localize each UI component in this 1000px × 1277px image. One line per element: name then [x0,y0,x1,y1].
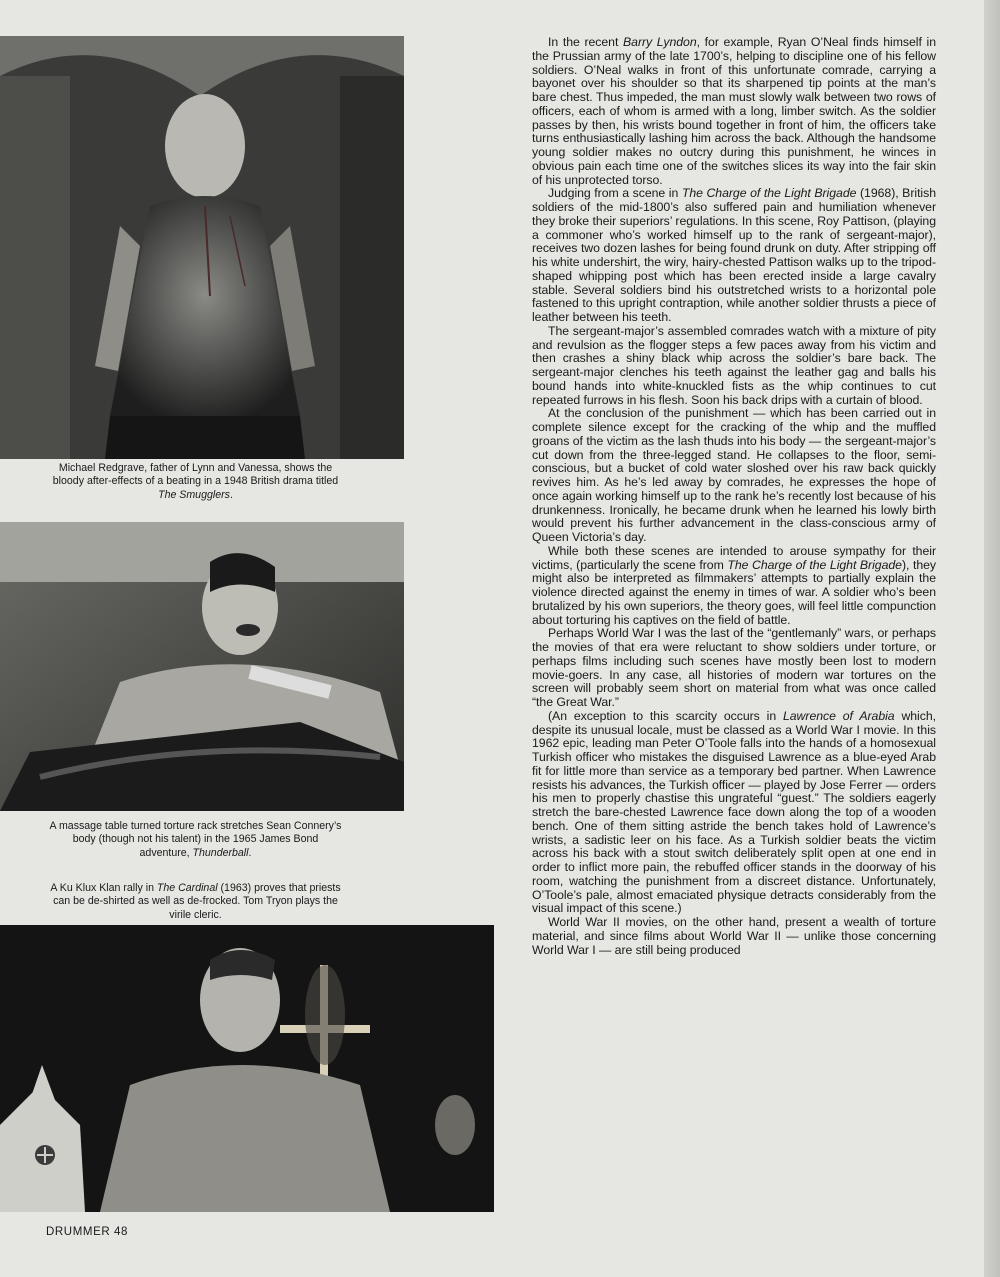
film-title: The Charge of the Light Brigade [681,186,857,201]
paragraph-1: In the recent Barry Lyndon, for example, Ryan O’Neal finds himself in the Prussian army of the late 1700’s, helping to discipline one of his fellow soldiers. O’Neal walks in front of this unfortunate comrade, carrying a bayonet over his shoulder so that its sharpened tip points at the man’s bare chest. Thus impeded, the man must slowly walk between two rows of officers, each of whom is armed with a long, limber switch. As the soldier passes by then, his wrists bound together in front of him, the officers take turns enthusiastically lashing him across the back. Although the handsome young soldier makes no outcry during this punishment, he winces in obvious pain each time one of the switches slices its way into the fair skin of his unprotected torso. [532,35,936,187]
photo-connery [0,522,404,811]
photo-tryon-image [0,925,494,1212]
page-footer: DRUMMER 48 [46,1226,129,1238]
caption-tryon [48,882,343,922]
article-body [532,36,936,957]
caption-text-end: . [248,846,252,859]
paragraph-4: At the conclusion of the punishment — which has been carried out in complete silence except for the cracking of the whip and the muffled groans of the victim as the lash thuds into his body — the sergeant-major’s cut down from the three-legged stand. He collapses to the floor, semi-conscious, but a bucket of cold water sloshed over his raw back quickly revives him. As he’s led away by comrades, he expresses the hope of once again working himself up to the rank he’s recently lost because of his drunkenness. Ironically, he became drunk when he learned his lowly birth would prevent his further advancement in the class-conscious army of Queen Victoria’s day. [532,406,936,544]
photo-redgrave-image [0,36,404,459]
paragraph-5: While both these scenes are intended to arouse sympathy for their victims, (particularly the scene from The Charge of the Light Brigade), they might also be interpreted as filmmakers’ attempts to partially explain the violence directed against the enemy in times of war. A soldier who’s been brutalized by his own superiors, the theory goes, will feel little compunction about torturing his captives on the field of battle. [532,543,936,627]
paragraph-3: The sergeant-major’s assembled comrades watch with a mixture of pity and revulsion as the flogger steps a few paces away from his victim and then crashes a shiny black whip across the soldier’s bare back. The sergeant-major clenches his teeth against the leather gag and balls his bound hands into white-knuckled fists as the whip continues to cut repeated furrows in his flesh. Soon his back drips with a curtain of blood. [532,323,936,407]
photo-tryon [0,925,494,1212]
film-title: The Smugglers [158,488,230,501]
caption-text: Michael Redgrave, father of Lynn and Vanessa, shows the bloody after-effects of a beating in a 1948 British drama titled [52,462,339,488]
caption-text-end: (1963) proves that priests can be de-shirted as well as de-frocked. Tom Tryon plays the virile cleric. [53,882,341,921]
film-title: The Cardinal [156,882,218,894]
film-title: Barry Lyndon [623,35,697,49]
caption-text: A massage table turned torture rack stretches Sean Connery’s body (though not his talent) in the 1965 James Bond adventure, [49,820,342,859]
next-page-edge [984,0,1000,1277]
paragraph-8: World War II movies, on the other hand, present a wealth of torture material, and since films about World War II — unlike those concerning World War I — are still being produced [532,915,936,957]
caption-text: A Ku Klux Klan rally in [50,882,157,894]
caption-redgrave [48,462,343,502]
photo-connery-image [0,522,404,811]
caption-connery [48,820,343,860]
film-title: Thunderball [192,846,249,859]
film-title: Lawrence of Arabia [782,708,895,723]
photo-redgrave [0,36,404,459]
paragraph-6: Perhaps World War I was the last of the “gentlemanly” wars, or perhaps the movies of that era were reluctant to show soldiers under torture, or perhaps films including such scenes have mostly been lost to modern movie-goers. In any case, all histories of modern war tortures on the screen will probably seem short on material from what was once called “the Great War.” [532,626,936,709]
caption-text-end: . [229,488,233,501]
film-title: The Charge of the Light Brigade [727,557,902,572]
paragraph-2: Judging from a scene in The Charge of the Light Brigade (1968), British soldiers of the mid-1800’s also suffered pain and humiliation whenever they broke their superiors’ regulations. In this scene, Roy Pattison, (playing a commoner who’s worked himself up to the rank of sergeant-major), receives two dozen lashes for being found drunk on duty. After stripping off his white undershirt, the wiry, hairy-chested Pattison walks up to the tripod-shaped whipping post which has been erected inside a large cavalry stable. Several soldiers bind his outstretched wrists to a horizontal pole fastened to this upright contraption, while another soldier thrusts a piece of leather between his teeth. [532,186,936,324]
paragraph-7: (An exception to this scarcity occurs in Lawrence of Arabia which, despite its unusual locale, must be classed as a World War I movie. In this 1962 epic, leading man Peter O’Toole falls into the hands of a homosexual Turkish officer who mistakes the disguised Lawrence as a blue-eyed Arab fit for little more than service as a temporary bed partner. When Lawrence resists his advances, the Turkish officer — played by Jose Ferrer — orders his men to properly chastise this ungrateful “guest.” The soldiers eagerly stretch the bare-chested Lawrence face down along the top of a wooden bench. One of them sitting astride the bench takes hold of Lawrence’s wrists, a sadistic leer on his face. As a Turkish soldier beats the victim across his back with a stout switch deliberately split open at one end in order to inflict more pain, the rebuffed officer stands in the doorway of his room, watching the punishment from a discreet distance. Unfortunately, O’Toole’s pale, almost emaciated physique detracts considerably from the visual impact of this scene.) [532,708,936,916]
